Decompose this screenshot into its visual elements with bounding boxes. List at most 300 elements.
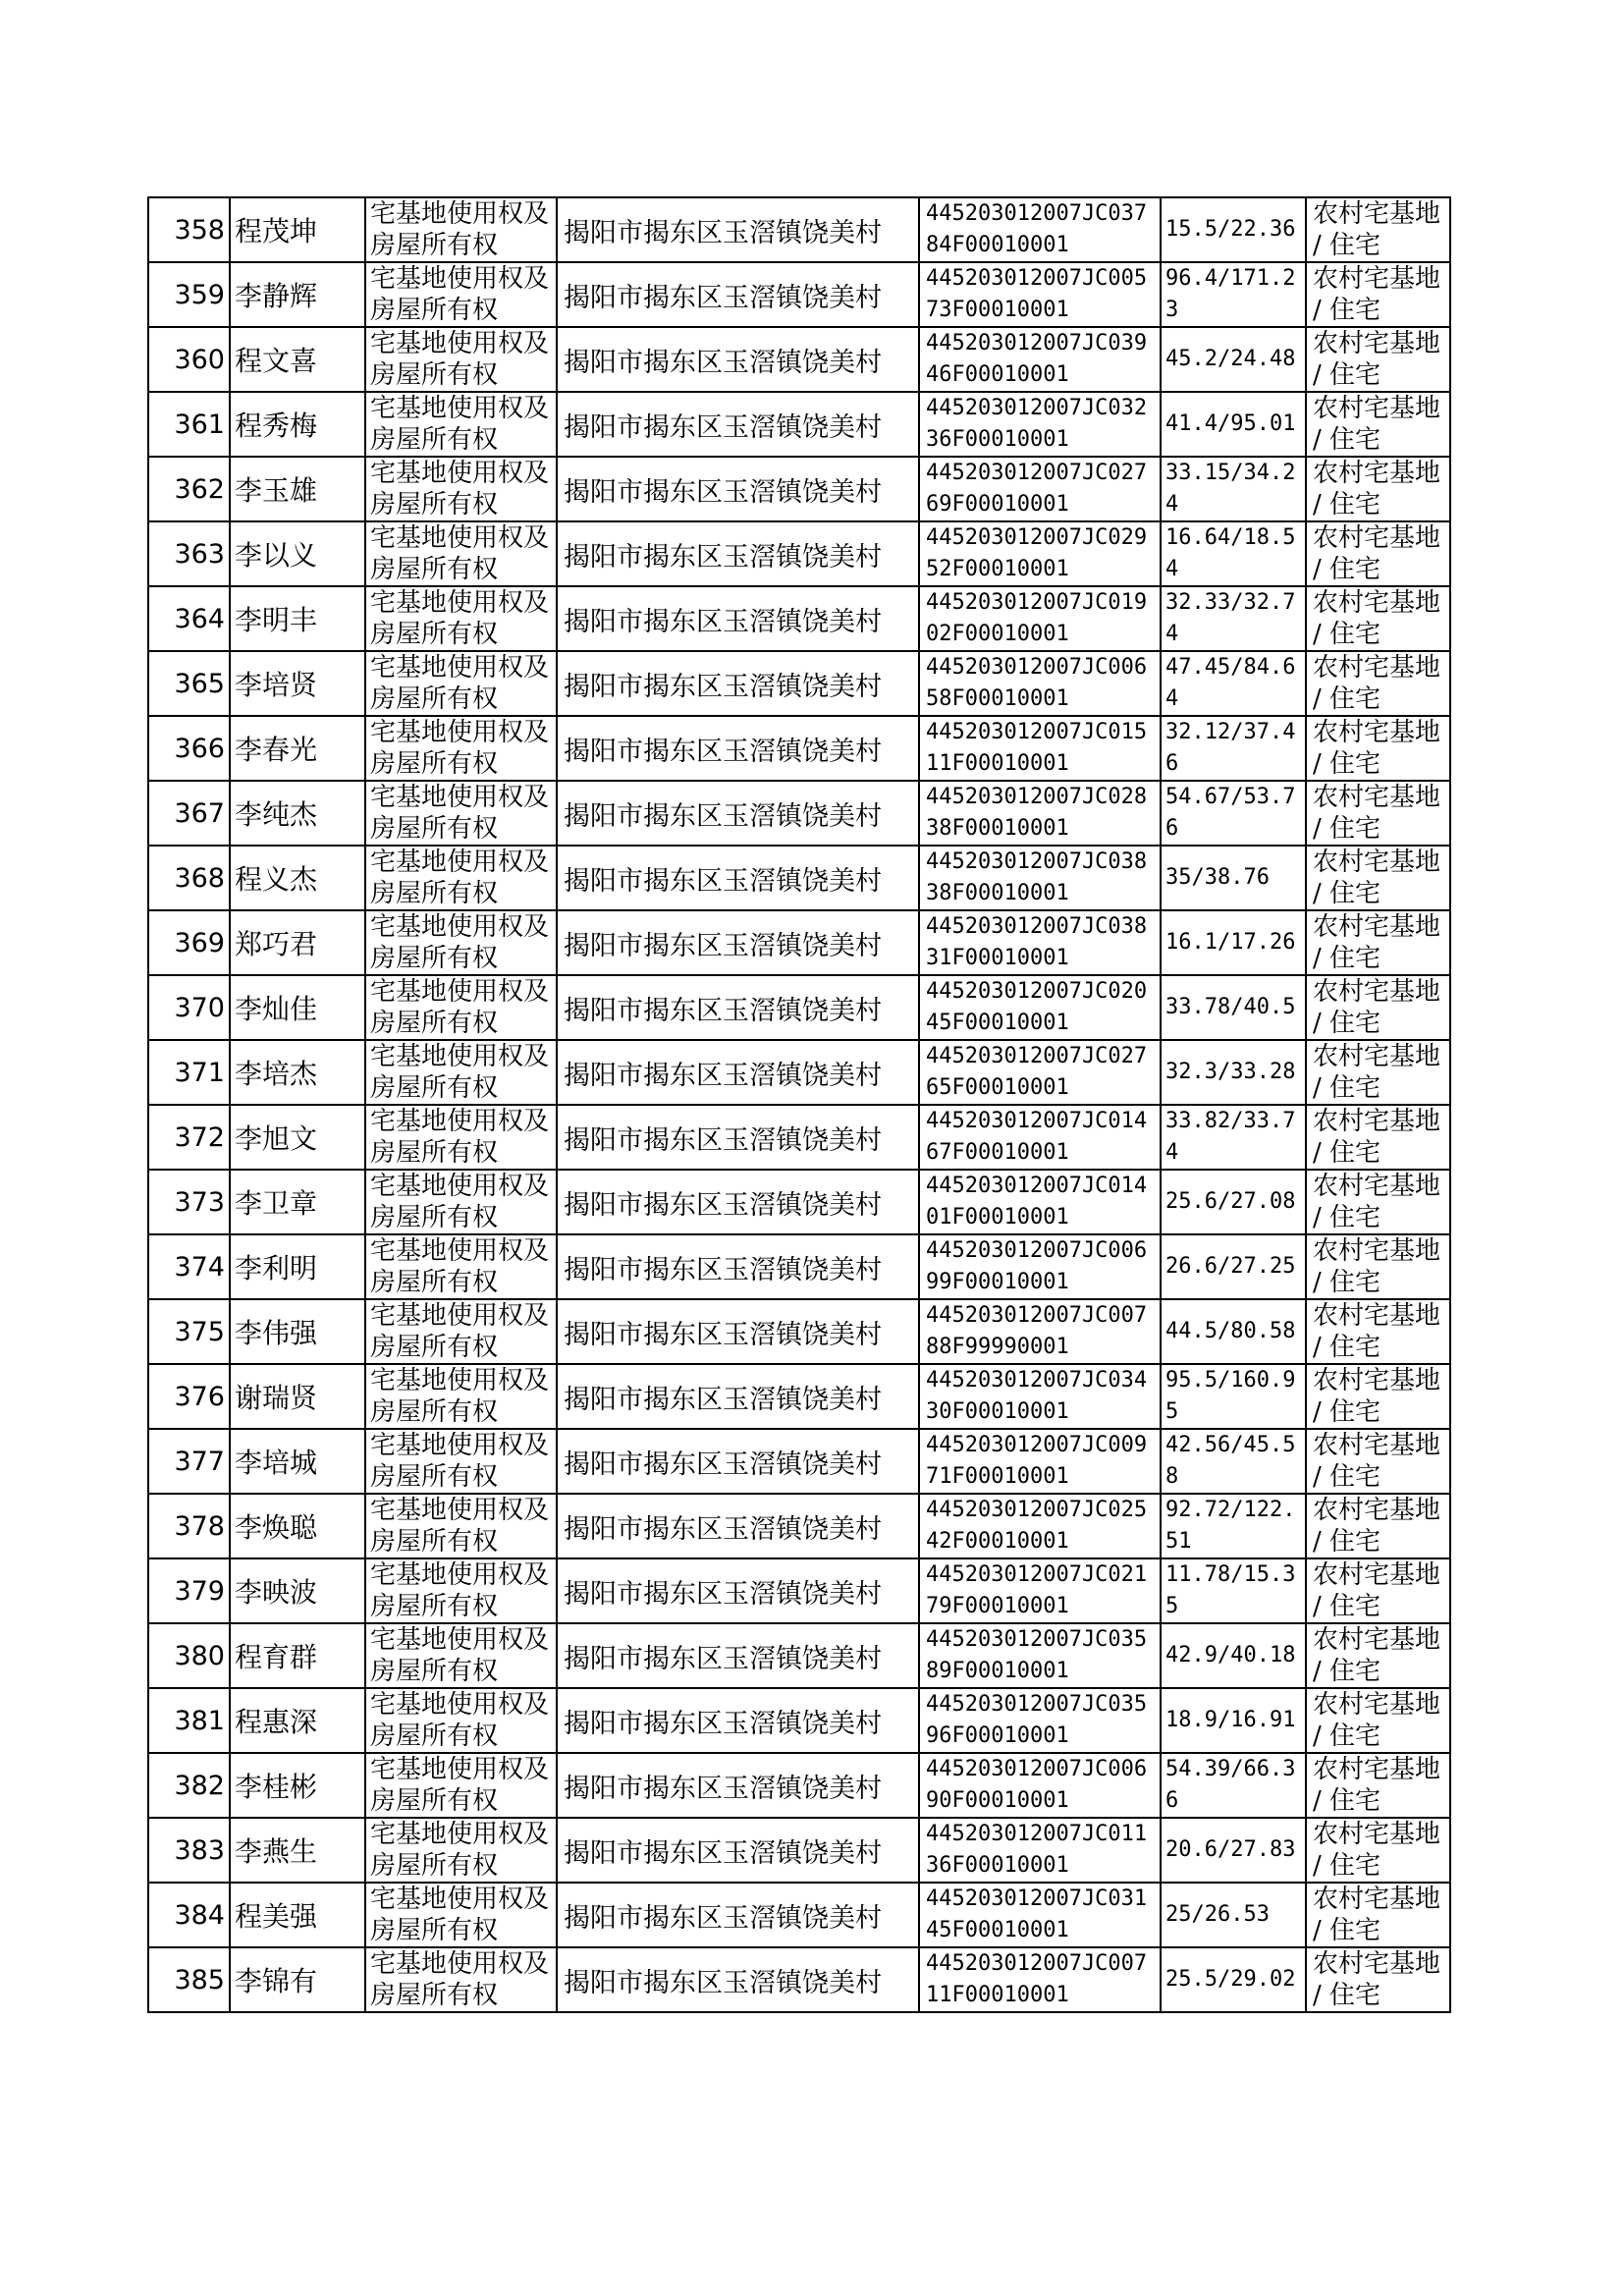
land-use-cell	[1306, 1234, 1450, 1299]
land-use: 农村宅基地 / 住宅	[1313, 1431, 1441, 1492]
unit-code: 445203012007JC03145F00010001	[926, 1886, 1148, 1942]
land-use: 农村宅基地 / 住宅	[1313, 459, 1441, 519]
row-number: 358	[174, 214, 225, 246]
right-type-cell	[365, 1818, 557, 1883]
table-row	[148, 327, 1450, 392]
area: 42.9/40.18	[1165, 1643, 1296, 1667]
land-use-cell	[1306, 975, 1450, 1040]
table-row	[148, 651, 1450, 716]
location-cell	[557, 1170, 919, 1234]
row-number: 384	[174, 1899, 225, 1931]
row-number-cell	[148, 1105, 230, 1170]
owner-name-cell	[230, 1883, 365, 1947]
right-type-cell	[365, 975, 557, 1040]
land-use-cell	[1306, 1818, 1450, 1883]
row-number-cell	[148, 910, 230, 975]
right-type: 宅基地使用权及房屋所有权	[370, 653, 550, 714]
unit-code-cell	[919, 1688, 1161, 1753]
area: 25/26.53	[1165, 1902, 1270, 1927]
right-type-cell	[365, 262, 557, 327]
table-row	[148, 1299, 1450, 1364]
owner-name-cell	[230, 1429, 365, 1494]
row-number: 369	[174, 927, 225, 958]
unit-code: 445203012007JC00573F00010001	[926, 266, 1148, 322]
area: 47.45/84.64	[1165, 655, 1296, 711]
owner-name: 李映波	[235, 1576, 318, 1609]
location-cell	[557, 1623, 919, 1688]
location-cell	[557, 1818, 919, 1883]
land-use-cell	[1306, 392, 1450, 457]
owner-name: 李明丰	[235, 604, 318, 636]
unit-code-cell	[919, 846, 1161, 910]
row-number-cell	[148, 1883, 230, 1947]
right-type: 宅基地使用权及房屋所有权	[370, 1560, 550, 1621]
row-number-cell	[148, 1299, 230, 1364]
location: 揭阳市揭东区玉滘镇饶美村	[564, 995, 882, 1026]
land-use: 农村宅基地 / 住宅	[1313, 783, 1441, 844]
owner-name: 谢瑞贤	[235, 1382, 318, 1414]
location: 揭阳市揭东区玉滘镇饶美村	[564, 1060, 882, 1091]
unit-code: 445203012007JC02952F00010001	[926, 525, 1148, 581]
location: 揭阳市揭东区玉滘镇饶美村	[564, 1902, 882, 1934]
right-type: 宅基地使用权及房屋所有权	[370, 912, 550, 973]
area: 33.78/40.5	[1165, 995, 1296, 1019]
location: 揭阳市揭东区玉滘镇饶美村	[564, 411, 882, 443]
right-type: 宅基地使用权及房屋所有权	[370, 1885, 550, 1945]
owner-name-cell	[230, 975, 365, 1040]
table-row	[148, 1494, 1450, 1558]
owner-name-cell	[230, 1170, 365, 1234]
unit-code-cell	[919, 1364, 1161, 1429]
owner-name-cell	[230, 1688, 365, 1753]
area-cell	[1161, 1170, 1306, 1234]
location-cell	[557, 392, 919, 457]
location: 揭阳市揭东区玉滘镇饶美村	[564, 1448, 882, 1480]
right-type: 宅基地使用权及房屋所有权	[370, 199, 550, 260]
location: 揭阳市揭东区玉滘镇饶美村	[564, 476, 882, 508]
location-cell	[557, 1947, 919, 2012]
unit-code: 445203012007JC02769F00010001	[926, 461, 1148, 517]
location-cell	[557, 1234, 919, 1299]
area-cell	[1161, 262, 1306, 327]
table-row	[148, 1040, 1450, 1105]
area: 54.39/66.36	[1165, 1757, 1296, 1813]
owner-name: 李培城	[235, 1447, 318, 1479]
table-row	[148, 197, 1450, 262]
unit-code: 445203012007JC03430F00010001	[926, 1368, 1148, 1424]
right-type: 宅基地使用权及房屋所有权	[370, 977, 550, 1038]
right-type-cell	[365, 1364, 557, 1429]
area-cell	[1161, 586, 1306, 651]
row-number: 372	[174, 1121, 225, 1153]
table-row	[148, 975, 1450, 1040]
location: 揭阳市揭东区玉滘镇饶美村	[564, 1578, 882, 1610]
land-use: 农村宅基地 / 住宅	[1313, 1042, 1441, 1103]
right-type-cell	[365, 1299, 557, 1364]
unit-code-cell	[919, 1818, 1161, 1883]
area-cell	[1161, 1494, 1306, 1558]
location: 揭阳市揭东区玉滘镇饶美村	[564, 865, 882, 897]
right-type: 宅基地使用权及房屋所有权	[370, 1301, 550, 1362]
area-cell	[1161, 975, 1306, 1040]
table-row	[148, 1364, 1450, 1429]
area: 32.12/37.46	[1165, 720, 1296, 776]
land-use-cell	[1306, 716, 1450, 781]
owner-name: 李旭文	[235, 1122, 318, 1155]
land-use-cell	[1306, 1753, 1450, 1818]
area: 16.64/18.54	[1165, 525, 1296, 581]
land-use: 农村宅基地 / 住宅	[1313, 847, 1441, 908]
unit-code-cell	[919, 1429, 1161, 1494]
area: 92.72/122.51	[1165, 1498, 1296, 1554]
area-cell	[1161, 1364, 1306, 1429]
owner-name-cell	[230, 1040, 365, 1105]
table-row	[148, 1688, 1450, 1753]
row-number: 380	[174, 1640, 225, 1671]
right-type: 宅基地使用权及房屋所有权	[370, 459, 550, 519]
row-number-cell	[148, 1429, 230, 1494]
unit-code-cell	[919, 521, 1161, 586]
location: 揭阳市揭东区玉滘镇饶美村	[564, 736, 882, 767]
table-row	[148, 781, 1450, 846]
location: 揭阳市揭东区玉滘镇饶美村	[564, 1967, 882, 1998]
location: 揭阳市揭东区玉滘镇饶美村	[564, 1708, 882, 1739]
unit-code-cell	[919, 262, 1161, 327]
owner-name-cell	[230, 1753, 365, 1818]
area: 33.15/34.24	[1165, 461, 1296, 517]
unit-code: 445203012007JC01511F00010001	[926, 720, 1148, 776]
row-number: 361	[174, 409, 225, 440]
right-type: 宅基地使用权及房屋所有权	[370, 1042, 550, 1103]
land-use-cell	[1306, 586, 1450, 651]
area: 45.2/24.48	[1165, 347, 1296, 371]
area-cell	[1161, 1883, 1306, 1947]
unit-code: 445203012007JC03831F00010001	[926, 914, 1148, 970]
land-use-cell	[1306, 1429, 1450, 1494]
row-number: 365	[174, 668, 225, 699]
area-cell	[1161, 1040, 1306, 1105]
unit-code-cell	[919, 1170, 1161, 1234]
area-cell	[1161, 781, 1306, 846]
right-type-cell	[365, 586, 557, 651]
row-number-cell	[148, 651, 230, 716]
location-cell	[557, 1105, 919, 1170]
row-number: 366	[174, 733, 225, 764]
owner-name-cell	[230, 1234, 365, 1299]
land-use: 农村宅基地 / 住宅	[1313, 1690, 1441, 1751]
table-body	[148, 197, 1450, 2012]
unit-code-cell	[919, 975, 1161, 1040]
unit-code: 445203012007JC02542F00010001	[926, 1498, 1148, 1554]
location: 揭阳市揭东区玉滘镇饶美村	[564, 1319, 882, 1350]
owner-name: 程美强	[235, 1900, 318, 1933]
land-use-cell	[1306, 1623, 1450, 1688]
table-row	[148, 1105, 1450, 1170]
area-cell	[1161, 1623, 1306, 1688]
area-cell	[1161, 457, 1306, 521]
row-number: 362	[174, 473, 225, 505]
row-number-cell	[148, 1947, 230, 2012]
owner-name: 程义杰	[235, 863, 318, 896]
land-use: 农村宅基地 / 住宅	[1313, 718, 1441, 779]
owner-name-cell	[230, 1105, 365, 1170]
unit-code-cell	[919, 1883, 1161, 1947]
row-number-cell	[148, 1364, 230, 1429]
owner-name: 李玉雄	[235, 474, 318, 507]
row-number-cell	[148, 586, 230, 651]
area: 44.5/80.58	[1165, 1319, 1296, 1343]
table-row	[148, 1883, 1450, 1947]
owner-name: 李纯杰	[235, 798, 318, 831]
area-cell	[1161, 521, 1306, 586]
area: 11.78/15.35	[1165, 1562, 1296, 1618]
unit-code-cell	[919, 910, 1161, 975]
unit-code-cell	[919, 1040, 1161, 1105]
row-number: 383	[174, 1834, 225, 1866]
table-row	[148, 1753, 1450, 1818]
right-type: 宅基地使用权及房屋所有权	[370, 523, 550, 584]
land-use-cell	[1306, 1299, 1450, 1364]
area: 54.67/53.76	[1165, 785, 1296, 841]
owner-name-cell	[230, 1947, 365, 2012]
location-cell	[557, 910, 919, 975]
owner-name: 李伟强	[235, 1317, 318, 1349]
land-use-cell	[1306, 1040, 1450, 1105]
unit-code: 445203012007JC00699F00010001	[926, 1238, 1148, 1294]
owner-name: 李春光	[235, 734, 318, 766]
row-number: 374	[174, 1251, 225, 1283]
area-cell	[1161, 1234, 1306, 1299]
owner-name-cell	[230, 327, 365, 392]
location-cell	[557, 716, 919, 781]
right-type-cell	[365, 327, 557, 392]
unit-code: 445203012007JC02179F00010001	[926, 1562, 1148, 1618]
row-number-cell	[148, 327, 230, 392]
right-type-cell	[365, 1170, 557, 1234]
row-number-cell	[148, 197, 230, 262]
land-use: 农村宅基地 / 住宅	[1313, 1172, 1441, 1232]
location-cell	[557, 1429, 919, 1494]
row-number: 370	[174, 992, 225, 1023]
land-use: 农村宅基地 / 住宅	[1313, 394, 1441, 455]
location-cell	[557, 1364, 919, 1429]
land-use: 农村宅基地 / 住宅	[1313, 1560, 1441, 1621]
table-row	[148, 1623, 1450, 1688]
location: 揭阳市揭东区玉滘镇饶美村	[564, 1643, 882, 1674]
table-row	[148, 1947, 1450, 2012]
unit-code: 445203012007JC02838F00010001	[926, 785, 1148, 841]
right-type-cell	[365, 392, 557, 457]
land-use: 农村宅基地 / 住宅	[1313, 264, 1441, 325]
row-number: 379	[174, 1575, 225, 1607]
owner-name: 程茂坤	[235, 215, 318, 247]
owner-name-cell	[230, 1494, 365, 1558]
location-cell	[557, 197, 919, 262]
right-type-cell	[365, 1883, 557, 1947]
land-use-cell	[1306, 1947, 1450, 2012]
right-type: 宅基地使用权及房屋所有权	[370, 394, 550, 455]
right-type: 宅基地使用权及房屋所有权	[370, 1625, 550, 1686]
table-row	[148, 457, 1450, 521]
owner-name-cell	[230, 846, 365, 910]
row-number: 363	[174, 538, 225, 570]
row-number: 368	[174, 862, 225, 894]
table-row	[148, 1558, 1450, 1623]
location-cell	[557, 521, 919, 586]
right-type: 宅基地使用权及房屋所有权	[370, 1236, 550, 1297]
location-cell	[557, 1558, 919, 1623]
row-number-cell	[148, 716, 230, 781]
area-cell	[1161, 1947, 1306, 2012]
area: 96.4/171.23	[1165, 266, 1296, 322]
location: 揭阳市揭东区玉滘镇饶美村	[564, 1837, 882, 1869]
owner-name: 程育群	[235, 1641, 318, 1673]
location: 揭阳市揭东区玉滘镇饶美村	[564, 347, 882, 378]
location: 揭阳市揭东区玉滘镇饶美村	[564, 671, 882, 702]
table-row	[148, 910, 1450, 975]
owner-name: 李灿佳	[235, 993, 318, 1025]
owner-name: 李以义	[235, 539, 318, 572]
land-use-cell	[1306, 781, 1450, 846]
owner-name-cell	[230, 197, 365, 262]
location: 揭阳市揭东区玉滘镇饶美村	[564, 1124, 882, 1156]
location: 揭阳市揭东区玉滘镇饶美村	[564, 606, 882, 637]
row-number: 360	[174, 344, 225, 375]
row-number-cell	[148, 781, 230, 846]
location: 揭阳市揭东区玉滘镇饶美村	[564, 1513, 882, 1545]
location: 揭阳市揭东区玉滘镇饶美村	[564, 800, 882, 832]
location-cell	[557, 1688, 919, 1753]
right-type-cell	[365, 1753, 557, 1818]
row-number-cell	[148, 262, 230, 327]
area-cell	[1161, 1818, 1306, 1883]
row-number: 371	[174, 1057, 225, 1088]
unit-code: 445203012007JC03838F00010001	[926, 849, 1148, 905]
location-cell	[557, 846, 919, 910]
land-use: 农村宅基地 / 住宅	[1313, 1625, 1441, 1686]
unit-code-cell	[919, 1299, 1161, 1364]
area-cell	[1161, 1688, 1306, 1753]
land-use: 农村宅基地 / 住宅	[1313, 1236, 1441, 1297]
row-number: 364	[174, 603, 225, 634]
area-cell	[1161, 1558, 1306, 1623]
land-use-cell	[1306, 262, 1450, 327]
unit-code: 445203012007JC03946F00010001	[926, 331, 1148, 387]
row-number-cell	[148, 1558, 230, 1623]
row-number-cell	[148, 1040, 230, 1105]
owner-name: 李锦有	[235, 1965, 318, 1997]
right-type: 宅基地使用权及房屋所有权	[370, 847, 550, 908]
area: 15.5/22.36	[1165, 217, 1296, 242]
owner-name-cell	[230, 392, 365, 457]
table-row	[148, 716, 1450, 781]
row-number: 375	[174, 1316, 225, 1347]
unit-code: 445203012007JC03236F00010001	[926, 396, 1148, 452]
unit-code-cell	[919, 1623, 1161, 1688]
unit-code-cell	[919, 1234, 1161, 1299]
right-type-cell	[365, 1688, 557, 1753]
table-row	[148, 1170, 1450, 1234]
location-cell	[557, 1883, 919, 1947]
table-row	[148, 1429, 1450, 1494]
unit-code-cell	[919, 586, 1161, 651]
owner-name: 程文喜	[235, 345, 318, 377]
right-type-cell	[365, 1623, 557, 1688]
land-use-cell	[1306, 1170, 1450, 1234]
right-type: 宅基地使用权及房屋所有权	[370, 1496, 550, 1557]
right-type: 宅基地使用权及房屋所有权	[370, 718, 550, 779]
area-cell	[1161, 327, 1306, 392]
right-type-cell	[365, 781, 557, 846]
right-type: 宅基地使用权及房屋所有权	[370, 1107, 550, 1168]
register-sheet	[147, 196, 1449, 2013]
unit-code: 445203012007JC00788F99990001	[926, 1303, 1148, 1359]
owner-name: 李培贤	[235, 669, 318, 701]
land-use-cell	[1306, 846, 1450, 910]
unit-code: 445203012007JC01467F00010001	[926, 1109, 1148, 1165]
right-type: 宅基地使用权及房屋所有权	[370, 1366, 550, 1427]
right-type-cell	[365, 846, 557, 910]
table-row	[148, 392, 1450, 457]
location-cell	[557, 651, 919, 716]
owner-name: 郑巧君	[235, 928, 318, 960]
area: 41.4/95.01	[1165, 411, 1296, 436]
location-cell	[557, 1299, 919, 1364]
right-type-cell	[365, 1105, 557, 1170]
owner-name-cell	[230, 716, 365, 781]
land-use: 农村宅基地 / 住宅	[1313, 588, 1441, 649]
right-type-cell	[365, 1429, 557, 1494]
unit-code-cell	[919, 457, 1161, 521]
owner-name-cell	[230, 1299, 365, 1364]
unit-code-cell	[919, 327, 1161, 392]
right-type: 宅基地使用权及房屋所有权	[370, 1755, 550, 1816]
land-use: 农村宅基地 / 住宅	[1313, 1301, 1441, 1362]
row-number-cell	[148, 521, 230, 586]
area: 33.82/33.74	[1165, 1109, 1296, 1165]
row-number: 373	[174, 1186, 225, 1218]
row-number-cell	[148, 846, 230, 910]
unit-code-cell	[919, 1105, 1161, 1170]
location: 揭阳市揭东区玉滘镇饶美村	[564, 930, 882, 961]
unit-code: 445203012007JC03589F00010001	[926, 1627, 1148, 1683]
table-row	[148, 586, 1450, 651]
location-cell	[557, 262, 919, 327]
owner-name-cell	[230, 521, 365, 586]
row-number: 376	[174, 1381, 225, 1412]
unit-code-cell	[919, 1558, 1161, 1623]
table-row	[148, 1818, 1450, 1883]
unit-code: 445203012007JC00711F00010001	[926, 1951, 1148, 2007]
land-use-cell	[1306, 521, 1450, 586]
land-use-cell	[1306, 1883, 1450, 1947]
right-type-cell	[365, 1234, 557, 1299]
row-number: 381	[174, 1705, 225, 1736]
area: 25.6/27.08	[1165, 1189, 1296, 1214]
row-number: 359	[174, 279, 225, 310]
location-cell	[557, 1753, 919, 1818]
area: 32.3/33.28	[1165, 1060, 1296, 1084]
area: 32.33/32.74	[1165, 590, 1296, 646]
location: 揭阳市揭东区玉滘镇饶美村	[564, 1189, 882, 1221]
right-type: 宅基地使用权及房屋所有权	[370, 329, 550, 390]
row-number-cell	[148, 1688, 230, 1753]
right-type: 宅基地使用权及房屋所有权	[370, 1172, 550, 1232]
row-number-cell	[148, 1818, 230, 1883]
unit-code: 445203012007JC03596F00010001	[926, 1692, 1148, 1748]
land-use-cell	[1306, 1558, 1450, 1623]
land-use: 农村宅基地 / 住宅	[1313, 1885, 1441, 1945]
